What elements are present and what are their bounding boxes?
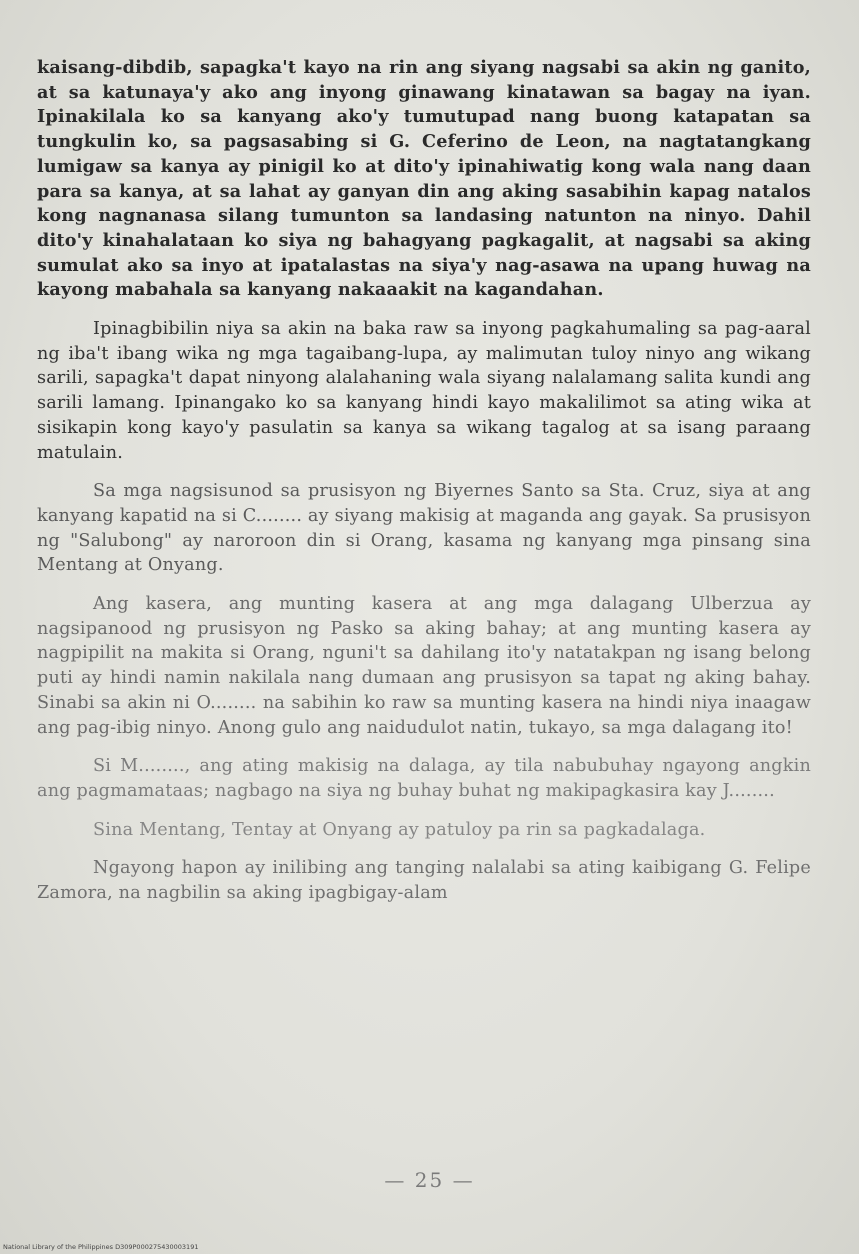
paragraph-1: kaisang-dibdib, sapagka't kayo na rin ang siyang nagsabi sa akin ng ganito, at sa katunaya'y ako ang inyong ginawang kinatawan sa bagay na iyan. Ipinakilala ko sa kanyang ako'y tumutupad nang buong katapatan sa tungkulin ko, sa pagsasabing si G. Ceferino de Leon, na nagtatangkang lumigaw sa kanya ay pinigil ko at dito'y ipinahiwatig kong wala nang daan para sa kanya, at sa lahat ay ganyan din ang aking sasabihin kapag natalos kong nagnanasa silang tumunton sa landasing natunton na ninyo. Dahil dito'y kinahalataan ko siya ng bahagyang pagkagalit, at nagsabi sa aking sumulat ako sa inyo at ipatalastas na siya'y nag-asawa na upang huwag na kayong mabahala sa kanyang nakaaakit na kagandahan. (37, 57, 811, 301)
paragraph-4: Ang kasera, ang munting kasera at ang mga dalagang Ulberzua ay nagsipanood ng prusisyon ng Pasko sa aking bahay; at ang munting kasera ay nagpipilit na makita si Orang, nguni't sa dahilang ito'y natatakpan ng isang belong puti ay hindi namin nakilala nang dumaan ang prusisyon sa tapat ng aking bahay. Sinabi sa akin ni O........ na sabihin ko raw sa munting kasera na hindi niya inaagaw ang pag-ibig ninyo. Anong gulo ang naidudulot natin, tukayo, sa mga dalagang ito! (37, 594, 811, 738)
page-number: — 25 — (384, 1168, 475, 1192)
paragraph-7: Ngayong hapon ay inilibing ang tanging nalalabi sa ating kaibigang G. Felipe Zamora, na nagbilin sa aking ipagbigay-alam (37, 858, 811, 904)
paragraph-5: Si M........, ang ating makisig na dalaga, ay tila nabubuhay ngayong angkin ang pagmamataas; nagbago na siya ng buhay buhat ng makipagkasira kay J........ (37, 756, 811, 801)
footer-credit: National Library of the Philippines D309P000275430003191 (3, 1243, 199, 1251)
paragraph-6: Sina Mentang, Tentay at Onyang ay patuloy pa rin sa pagkadalaga. (93, 819, 706, 840)
paragraph-3: Sa mga nagsisunod sa prusisyon ng Biyernes Santo sa Sta. Cruz, siya at ang kanyang kapatid na si C........ ay siyang makisig at maganda ang gayak. Sa prusisyon ng "Salubong" ay naroroon din si Orang, kasama ng kanyang mga pinsang sina Mentang at Onyang. (37, 481, 811, 576)
body-text (37, 56, 811, 920)
paragraph-2: Ipinagbibilin niya sa akin na baka raw sa inyong pagkahumaling sa pag-aaral ng iba't ibang wika ng mga tagaibang-lupa, ay malimutan tuloy ninyo ang wikang sarili, sapagka't dapat ninyong alalahaning wala siyang nalalamang salita kundi ang sarili lamang. Ipinangako ko sa kanyang hindi kayo makalilimot sa ating wika at sisikapin kong kayo'y pasulatin sa kanya sa wikang tagalog at sa isang paraang matulain. (37, 319, 811, 463)
